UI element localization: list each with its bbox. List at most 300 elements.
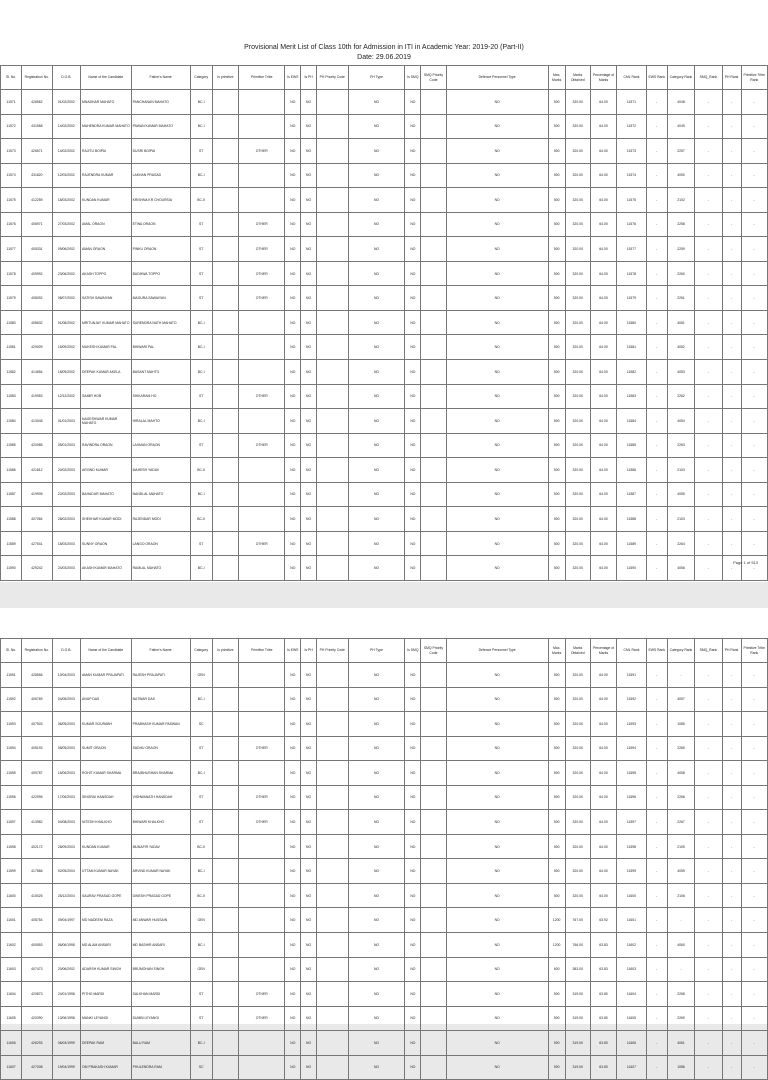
cell-candidate-name: SHEKHAR KUMAR MODI — [81, 507, 132, 532]
cell-candidate-name: OM PRAKASH KUMAR — [81, 1055, 132, 1080]
table-row — [1, 1031, 768, 1056]
cell-marks-obtained: 320.00 — [565, 736, 590, 761]
cell-is-ews: NO — [285, 261, 301, 286]
cell-ph-type: NO — [348, 114, 405, 139]
cell-primitive-tribe — [239, 163, 285, 188]
cell-ph-priority-code — [317, 90, 349, 115]
cell-is-smq: NO — [405, 687, 421, 712]
cell-category: BC-I — [190, 360, 212, 385]
cell-registration-no: 412259 — [22, 188, 53, 213]
cell-ph-priority-code — [317, 409, 349, 434]
cell-cml-rank: 11580 — [617, 310, 647, 335]
cell-is-ews: NO — [285, 188, 301, 213]
cell-cml-rank: 11594 — [617, 736, 647, 761]
cell-cml-rank: 11579 — [617, 286, 647, 311]
cell-is-ph: NO — [301, 433, 317, 458]
cell-primitive-tribe-rank: - — [741, 458, 768, 483]
cell-smq-rank: - — [695, 982, 722, 1007]
cell-smq-rank: - — [695, 761, 722, 786]
cell-is-smq: NO — [405, 188, 421, 213]
cell-father-name: PAWAN KUMAR MAHATO — [131, 114, 190, 139]
document-title: Provisional Merit List of Class 10th for Admission in ITI in Academic Year: 2019-20 (Part-II) — [244, 44, 524, 51]
cell-marks-obtained: 320.00 — [565, 261, 590, 286]
cell-ph-type: NO — [348, 810, 405, 835]
cell-category: ST — [190, 785, 212, 810]
cell-ews-rank: - — [646, 736, 667, 761]
cell-dob: 17/06/2003 — [52, 785, 80, 810]
cell-candidate-name: MD ALAM ANSARI — [81, 933, 132, 958]
cell-ews-rank: - — [646, 360, 667, 385]
cell-category-rank: 4056 — [667, 556, 694, 581]
table-row — [1, 310, 768, 335]
cell-sl-no: 11583 — [1, 384, 22, 409]
cell-defence-personnel-type: NO — [446, 310, 548, 335]
cell-percentage: 64.00 — [590, 810, 616, 835]
cell-smq-priority-code — [421, 859, 446, 884]
cell-is-ph: NO — [301, 139, 317, 164]
cell-primitive-tribe: OTHER — [239, 261, 285, 286]
header-smq-priority-code: SMQ Priority Code — [421, 66, 446, 90]
cell-ph-rank: - — [722, 335, 741, 360]
cell-defence-personnel-type: NO — [446, 433, 548, 458]
cell-percentage: 64.00 — [590, 433, 616, 458]
cell-father-name: LAXMAN ORAON — [131, 433, 190, 458]
cell-primitive-tribe: OTHER — [239, 139, 285, 164]
cell-ph-rank: - — [722, 482, 741, 507]
cell-ph-priority-code — [317, 188, 349, 213]
cell-marks-obtained: 320.00 — [565, 384, 590, 409]
cell-marks-obtained: 320.00 — [565, 458, 590, 483]
cell-max-marks: 500 — [548, 237, 565, 262]
cell-category-rank: 2103 — [667, 507, 694, 532]
cell-marks-obtained: 320.00 — [565, 360, 590, 385]
cell-defence-personnel-type: NO — [446, 261, 548, 286]
cell-marks-obtained: 320.00 — [565, 237, 590, 262]
cell-dob: 24/01/1998 — [52, 982, 80, 1007]
cell-percentage: 64.00 — [590, 310, 616, 335]
cell-ph-type: NO — [348, 908, 405, 933]
cell-max-marks: 500 — [548, 507, 565, 532]
cell-is-primitive — [212, 933, 238, 958]
cell-ph-priority-code — [317, 433, 349, 458]
cell-marks-obtained: 319.00 — [565, 1031, 590, 1056]
cell-percentage: 64.00 — [590, 736, 616, 761]
cell-category-rank: 2105 — [667, 834, 694, 859]
cell-ph-priority-code — [317, 1006, 349, 1031]
cell-category-rank: 2266 — [667, 785, 694, 810]
cell-percentage: 64.00 — [590, 409, 616, 434]
cell-marks-obtained: 320.00 — [565, 785, 590, 810]
cell-percentage: 63.83 — [590, 933, 616, 958]
cell-percentage: 64.00 — [590, 531, 616, 556]
cell-dob: 18/03/2003 — [52, 531, 80, 556]
cell-primitive-tribe — [239, 761, 285, 786]
cell-ews-rank: - — [646, 663, 667, 688]
cell-max-marks: 500 — [548, 531, 565, 556]
cell-category-rank: 2265 — [667, 736, 694, 761]
table-row — [1, 409, 768, 434]
cell-marks-obtained: 320.00 — [565, 310, 590, 335]
cell-sl-no: 11607 — [1, 1055, 22, 1080]
cell-ews-rank: - — [646, 458, 667, 483]
cell-ph-type: NO — [348, 712, 405, 737]
header-defence-personnel-type: Defence Personnel Type — [446, 66, 548, 90]
cell-category-rank: 2268 — [667, 982, 694, 1007]
cell-is-smq: NO — [405, 761, 421, 786]
cell-smq-priority-code — [421, 1006, 446, 1031]
cell-sl-no: 11574 — [1, 163, 22, 188]
cell-primitive-tribe-rank: - — [741, 810, 768, 835]
cell-marks-obtained: 320.00 — [565, 409, 590, 434]
cell-is-smq: NO — [405, 982, 421, 1007]
table-row — [1, 556, 768, 581]
cell-category: SC — [190, 1055, 212, 1080]
cell-is-ph: NO — [301, 531, 317, 556]
cell-defence-personnel-type: NO — [446, 1006, 548, 1031]
cell-category-rank: 2103 — [667, 458, 694, 483]
merit-list-table-page-1 — [0, 65, 768, 581]
cell-is-smq: NO — [405, 458, 421, 483]
cell-dob: 01/08/2002 — [52, 310, 80, 335]
cell-primitive-tribe — [239, 482, 285, 507]
cell-smq-rank: - — [695, 663, 722, 688]
cell-dob: 04/05/2003 — [52, 687, 80, 712]
cell-ph-priority-code — [317, 687, 349, 712]
cell-is-ph: NO — [301, 360, 317, 385]
cell-dob: 27/03/2002 — [52, 212, 80, 237]
cell-is-ews: NO — [285, 384, 301, 409]
cell-candidate-name: SAMIR HOB — [81, 384, 132, 409]
cell-candidate-name: DEEPAK RAM — [81, 1031, 132, 1056]
cell-is-primitive — [212, 834, 238, 859]
cell-defence-personnel-type: NO — [446, 507, 548, 532]
cell-father-name: HIRALAL MAHTO — [131, 409, 190, 434]
header-primitive-tribe: Primitive Tribe — [239, 639, 285, 663]
cell-smq-rank: - — [695, 360, 722, 385]
cell-marks-obtained: 320.00 — [565, 212, 590, 237]
cell-smq-priority-code — [421, 687, 446, 712]
table-row — [1, 834, 768, 859]
cell-candidate-name: BAHADUR MAHATO — [81, 482, 132, 507]
cell-father-name: PINKU ORAON — [131, 237, 190, 262]
cell-ews-rank: - — [646, 883, 667, 908]
cell-marks-obtained: 320.00 — [565, 883, 590, 908]
cell-ews-rank: - — [646, 409, 667, 434]
cell-smq-rank: - — [695, 458, 722, 483]
table-row — [1, 883, 768, 908]
cell-ews-rank: - — [646, 957, 667, 982]
cell-max-marks: 500 — [548, 736, 565, 761]
cell-is-smq: NO — [405, 310, 421, 335]
cell-ph-rank: - — [722, 982, 741, 1007]
cell-father-name: PANCHANAN MAHATO — [131, 90, 190, 115]
cell-primitive-tribe — [239, 933, 285, 958]
header-sl-no: Sl. No. — [1, 639, 22, 663]
cell-smq-rank: - — [695, 409, 722, 434]
cell-sl-no: 11598 — [1, 834, 22, 859]
cell-registration-no: 409787 — [22, 761, 53, 786]
cell-candidate-name: KUNDAN KUMAR — [81, 188, 132, 213]
cell-category: ST — [190, 237, 212, 262]
cell-primitive-tribe — [239, 335, 285, 360]
cell-ph-priority-code — [317, 335, 349, 360]
cell-ph-type: NO — [348, 531, 405, 556]
cell-ph-priority-code — [317, 810, 349, 835]
cell-ph-priority-code — [317, 761, 349, 786]
cell-registration-no: 407064 — [22, 507, 53, 532]
cell-defence-personnel-type: NO — [446, 360, 548, 385]
header-smq-rank: SMQ_Rank — [695, 639, 722, 663]
cell-father-name: SHIKARAM HO — [131, 384, 190, 409]
cell-marks-obtained: 320.00 — [565, 335, 590, 360]
cell-max-marks: 500 — [548, 834, 565, 859]
cell-sl-no: 11581 — [1, 335, 22, 360]
cell-ph-priority-code — [317, 859, 349, 884]
header-defence-personnel-type: Defence Personnel Type — [446, 639, 548, 663]
cell-ph-priority-code — [317, 663, 349, 688]
cell-ews-rank: - — [646, 212, 667, 237]
cell-category: BC-I — [190, 310, 212, 335]
cell-category: BC-I — [190, 687, 212, 712]
cell-category-rank: 2269 — [667, 1006, 694, 1031]
cell-sl-no: 11605 — [1, 1006, 22, 1031]
cell-registration-no: 427008 — [22, 1055, 53, 1080]
cell-smq-rank: - — [695, 237, 722, 262]
cell-ews-rank: - — [646, 310, 667, 335]
cell-smq-rank: - — [695, 908, 722, 933]
cell-is-ews: NO — [285, 433, 301, 458]
cell-sl-no: 11586 — [1, 458, 22, 483]
table-header-row — [1, 66, 768, 90]
cell-dob: 09/06/2002 — [52, 237, 80, 262]
cell-percentage: 64.00 — [590, 458, 616, 483]
cell-is-ph: NO — [301, 556, 317, 581]
cell-max-marks: 500 — [548, 409, 565, 434]
cell-registration-no: 431820 — [22, 163, 53, 188]
cell-candidate-name: NAGESHWAR KUMAR MAHATO — [81, 409, 132, 434]
cell-candidate-name: DEEPAK KUMAR AKELA — [81, 360, 132, 385]
cell-marks-obtained: 320.00 — [565, 433, 590, 458]
cell-dob: 28/09/2003 — [52, 834, 80, 859]
cell-is-smq: NO — [405, 957, 421, 982]
cell-is-ph: NO — [301, 310, 317, 335]
cell-max-marks: 500 — [548, 482, 565, 507]
cell-defence-personnel-type: NO — [446, 188, 548, 213]
cell-father-name: SADHU ORAON — [131, 736, 190, 761]
cell-ews-rank: - — [646, 261, 667, 286]
cell-is-ews: NO — [285, 1031, 301, 1056]
cell-primitive-tribe — [239, 409, 285, 434]
cell-primitive-tribe: OTHER — [239, 1006, 285, 1031]
cell-category: ST — [190, 736, 212, 761]
cell-is-ph: NO — [301, 261, 317, 286]
cell-is-primitive — [212, 433, 238, 458]
cell-sl-no: 11595 — [1, 761, 22, 786]
cell-is-ews: NO — [285, 663, 301, 688]
cell-candidate-name: MNADHAR MAHATO — [81, 90, 132, 115]
cell-ews-rank: - — [646, 834, 667, 859]
cell-ews-rank: - — [646, 507, 667, 532]
cell-category: ST — [190, 433, 212, 458]
cell-primitive-tribe-rank: - — [741, 859, 768, 884]
cell-max-marks: 500 — [548, 360, 565, 385]
cell-percentage: 64.00 — [590, 335, 616, 360]
cell-ph-rank: - — [722, 859, 741, 884]
header-is-smq: Is SMQ — [405, 66, 421, 90]
cell-primitive-tribe: OTHER — [239, 384, 285, 409]
cell-smq-rank: - — [695, 482, 722, 507]
cell-primitive-tribe-rank: - — [741, 310, 768, 335]
cell-ph-rank: - — [722, 883, 741, 908]
cell-is-ph: NO — [301, 212, 317, 237]
cell-defence-personnel-type: NO — [446, 384, 548, 409]
cell-is-ews: NO — [285, 139, 301, 164]
cell-percentage: 64.00 — [590, 834, 616, 859]
cell-ph-type: NO — [348, 859, 405, 884]
cell-registration-no: 406971 — [22, 212, 53, 237]
cell-cml-rank: 11607 — [617, 1055, 647, 1080]
cell-category-rank: 4061 — [667, 1031, 694, 1056]
cell-ph-rank: - — [722, 409, 741, 434]
cell-registration-no: 419905 — [22, 482, 53, 507]
cell-percentage: 64.00 — [590, 384, 616, 409]
cell-smq-priority-code — [421, 90, 446, 115]
cell-primitive-tribe-rank: - — [741, 482, 768, 507]
cell-father-name: DUMBI LEYANGI — [131, 1006, 190, 1031]
cell-smq-priority-code — [421, 384, 446, 409]
cell-percentage: 64.00 — [590, 261, 616, 286]
cell-percentage: 64.00 — [590, 360, 616, 385]
cell-is-smq: NO — [405, 237, 421, 262]
cell-category: BC-I — [190, 163, 212, 188]
cell-father-name: BRIJMOHAN SINGH — [131, 957, 190, 982]
cell-ews-rank: - — [646, 114, 667, 139]
cell-marks-obtained: 320.00 — [565, 761, 590, 786]
cell-defence-personnel-type: NO — [446, 785, 548, 810]
cell-dob: 01/01/2003 — [52, 409, 80, 434]
cell-is-primitive — [212, 556, 238, 581]
table-row — [1, 261, 768, 286]
cell-smq-priority-code — [421, 908, 446, 933]
cell-ph-type: NO — [348, 433, 405, 458]
cell-is-primitive — [212, 761, 238, 786]
cell-max-marks: 500 — [548, 556, 565, 581]
cell-smq-rank: - — [695, 335, 722, 360]
cell-sl-no: 11589 — [1, 531, 22, 556]
cell-marks-obtained: 320.00 — [565, 188, 590, 213]
cell-candidate-name: AMAN KUMAR PRAJAPATI — [81, 663, 132, 688]
cell-percentage: 64.00 — [590, 687, 616, 712]
header-marks-obtained: Marks Obtained — [565, 66, 590, 90]
cell-cml-rank: 11590 — [617, 556, 647, 581]
cell-percentage: 63.83 — [590, 957, 616, 982]
cell-defence-personnel-type: NO — [446, 957, 548, 982]
cell-primitive-tribe: OTHER — [239, 286, 285, 311]
cell-smq-rank: - — [695, 957, 722, 982]
cell-is-smq: NO — [405, 114, 421, 139]
cell-ews-rank: - — [646, 1006, 667, 1031]
cell-category-rank: 2264 — [667, 531, 694, 556]
cell-dob: 08/05/2003 — [52, 736, 80, 761]
table-row — [1, 663, 768, 688]
cell-primitive-tribe: OTHER — [239, 736, 285, 761]
cell-ph-type: NO — [348, 482, 405, 507]
header-sl-no: Sl. No. — [1, 66, 22, 90]
cell-father-name: BHIWARI PAL — [131, 335, 190, 360]
cell-father-name: SURENDRA NATH MAHATO — [131, 310, 190, 335]
header-ews-rank: EWS Rank — [646, 639, 667, 663]
cell-father-name: KRISHNA KR CHOURSIA — [131, 188, 190, 213]
cell-cml-rank: 11571 — [617, 90, 647, 115]
header-cml-rank: CML Rank — [617, 639, 647, 663]
cell-sl-no: 11590 — [1, 556, 22, 581]
cell-ph-priority-code — [317, 139, 349, 164]
cell-ph-type: NO — [348, 458, 405, 483]
cell-is-smq: NO — [405, 482, 421, 507]
cell-ph-rank: - — [722, 810, 741, 835]
cell-is-ph: NO — [301, 663, 317, 688]
cell-category: BC-I — [190, 1031, 212, 1056]
table-row — [1, 286, 768, 311]
cell-ph-type: NO — [348, 90, 405, 115]
cell-is-primitive — [212, 736, 238, 761]
cell-smq-priority-code — [421, 785, 446, 810]
cell-is-primitive — [212, 360, 238, 385]
cell-registration-no: 429242 — [22, 556, 53, 581]
cell-ews-rank: - — [646, 1031, 667, 1056]
cell-ph-rank: - — [722, 785, 741, 810]
cell-max-marks: 500 — [548, 982, 565, 1007]
cell-registration-no: 400553 — [22, 933, 53, 958]
cell-ph-type: NO — [348, 237, 405, 262]
cell-primitive-tribe: OTHER — [239, 531, 285, 556]
cell-dob: 20/02/2003 — [52, 458, 80, 483]
cell-ph-rank: - — [722, 286, 741, 311]
cell-is-ews: NO — [285, 834, 301, 859]
header-registration-no: Registration No. — [22, 66, 53, 90]
cell-is-ph: NO — [301, 114, 317, 139]
cell-category: GEN — [190, 957, 212, 982]
cell-ph-priority-code — [317, 957, 349, 982]
cell-category-rank: 2259 — [667, 237, 694, 262]
cell-registration-no: 407473 — [22, 957, 53, 982]
cell-ews-rank: - — [646, 761, 667, 786]
cell-sl-no: 11602 — [1, 933, 22, 958]
cell-registration-no: 408632 — [22, 310, 53, 335]
table-row — [1, 433, 768, 458]
cell-ph-priority-code — [317, 531, 349, 556]
cell-smq-rank: - — [695, 163, 722, 188]
cell-marks-obtained: 320.00 — [565, 556, 590, 581]
header-category-rank: Category Rank — [667, 66, 694, 90]
cell-ph-rank: - — [722, 163, 741, 188]
cell-sl-no: 11575 — [1, 188, 22, 213]
cell-marks-obtained: 320.00 — [565, 810, 590, 835]
cell-category: GEN — [190, 663, 212, 688]
cell-smq-rank: - — [695, 139, 722, 164]
cell-ph-rank: - — [722, 933, 741, 958]
cell-registration-no: 419953 — [22, 384, 53, 409]
table-row — [1, 188, 768, 213]
cell-primitive-tribe-rank: - — [741, 687, 768, 712]
cell-primitive-tribe-rank: - — [741, 761, 768, 786]
cell-category-rank: 1086 — [667, 1055, 694, 1080]
cell-defence-personnel-type: NO — [446, 556, 548, 581]
cell-sl-no: 11577 — [1, 237, 22, 262]
table-row — [1, 139, 768, 164]
cell-candidate-name: NITESH KHALKHO — [81, 810, 132, 835]
cell-category-rank: 4054 — [667, 409, 694, 434]
